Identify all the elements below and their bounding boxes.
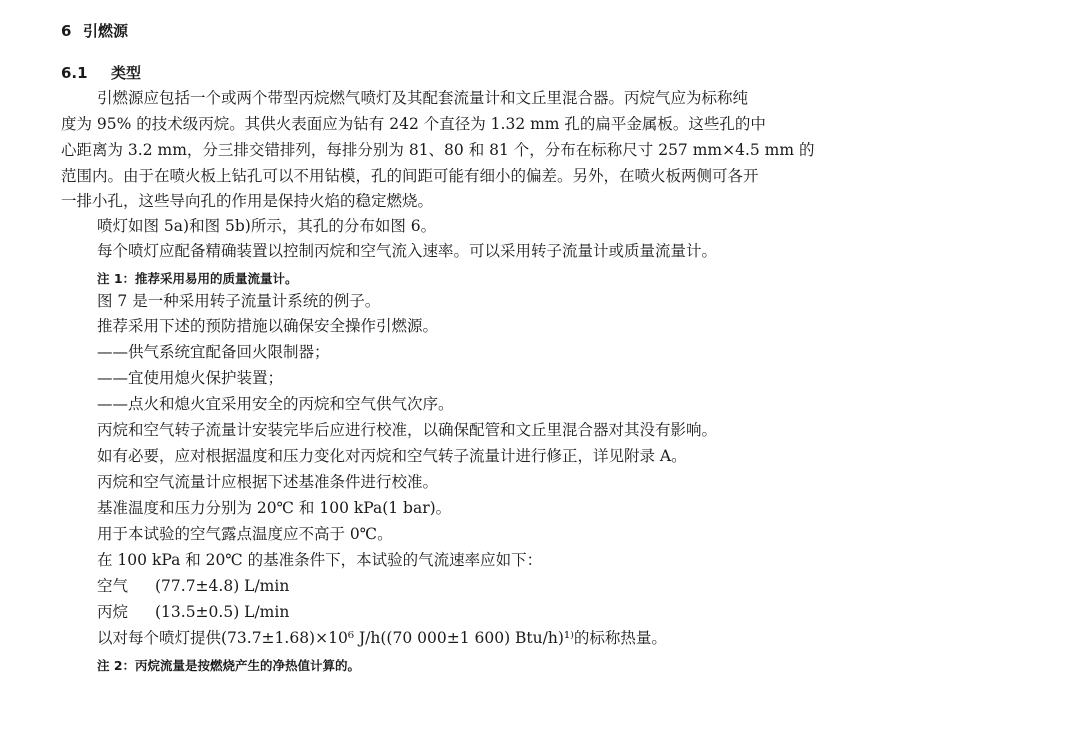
list-item: ——点火和熄火宜采用安全的丙烷和空气供气次序。 xyxy=(97,395,454,413)
body-line: 推荐采用下述的预防措施以确保安全操作引燃源。 xyxy=(97,317,439,335)
flow-row-air xyxy=(97,577,289,596)
flow-row-propane xyxy=(97,603,289,622)
paragraph1-line: 一排小孔，这些导向孔的作用是保持火焰的稳定燃烧。 xyxy=(61,192,434,210)
body-line: 每个喷灯应配备精确装置以控制丙烷和空气流入速率。可以采用转子流量计或质量流量计。 xyxy=(97,242,718,260)
section-number: 6 xyxy=(61,22,72,40)
body-line: 喷灯如图 5a)和图 5b)所示，其孔的分布如图 6。 xyxy=(97,217,437,235)
body-line: 丙烷和空气转子流量计安装完毕后应进行校准，以确保配管和文丘里混合器对其没有影响。 xyxy=(97,421,718,439)
subsection-heading xyxy=(61,64,141,82)
flow-gas-label: 丙烷 xyxy=(97,603,129,621)
body-line: 用于本试验的空气露点温度应不高于 0℃。 xyxy=(97,525,393,543)
paragraph1-line: 度为 95% 的技术级丙烷。其供火表面应为钻有 242 个直径为 1.32 mm 孔的扁平金属板。这些孔的中 xyxy=(61,115,766,133)
note-2: 注 2：丙烷流量是按燃烧产生的净热值计算的。 xyxy=(97,658,361,673)
subsection-number: 6.1 xyxy=(61,64,88,82)
body-line: 基准温度和压力分别为 20℃ 和 100 kPa(1 bar)。 xyxy=(97,499,452,517)
heat-line: 以对每个喷灯提供(73.7±1.68)×10⁶ J/h((70 000±1 600) Btu/h)¹⁾的标称热量。 xyxy=(97,629,667,647)
flow-value: (77.7±4.8) L/min xyxy=(155,577,290,595)
note-1: 注 1：推荐采用易用的质量流量计。 xyxy=(97,271,298,286)
paragraph1-line: 引燃源应包括一个或两个带型丙烷燃气喷灯及其配套流量计和文丘里混合器。丙烷气应为标称纯 xyxy=(97,89,749,107)
section-title: 引燃源 xyxy=(83,22,129,40)
paragraph1-line: 心距离为 3.2 mm，分三排交错排列，每排分别为 81、80 和 81 个，分布在标称尺寸 257 mm×4.5 mm 的 xyxy=(61,141,815,159)
paragraph1-line: 范围内。由于在喷火板上钻孔可以不用钻模，孔的间距可能有细小的偏差。另外，在喷火板两侧可各开 xyxy=(61,167,759,185)
body-line: 在 100 kPa 和 20℃ 的基准条件下，本试验的气流速率应如下： xyxy=(97,551,543,569)
section-heading xyxy=(61,22,128,40)
list-item: ——供气系统宜配备回火限制器； xyxy=(97,343,330,361)
body-line: 丙烷和空气流量计应根据下述基准条件进行校准。 xyxy=(97,473,439,491)
body-line: 如有必要，应对根据温度和压力变化对丙烷和空气转子流量计进行修正，详见附录 A。 xyxy=(97,447,687,465)
list-item: ——宜使用熄火保护装置； xyxy=(97,369,284,387)
flow-gas-label: 空气 xyxy=(97,577,129,595)
flow-value: (13.5±0.5) L/min xyxy=(155,603,290,621)
body-line: 图 7 是一种采用转子流量计系统的例子。 xyxy=(97,292,381,310)
subsection-title: 类型 xyxy=(111,64,142,82)
